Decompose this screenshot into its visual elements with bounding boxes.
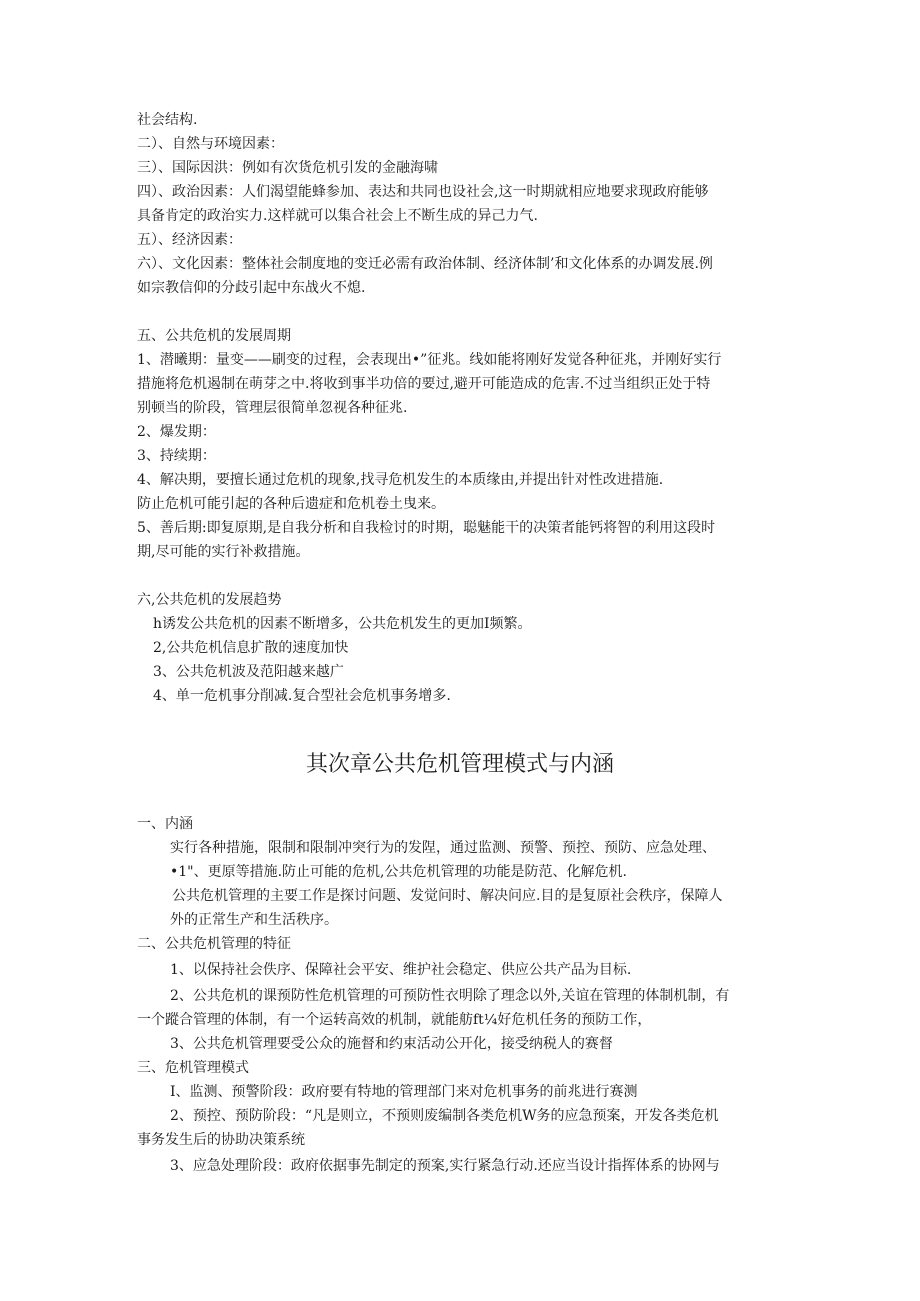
text-line: 3、持续期： (137, 448, 216, 464)
chapter-title: 其次章公共危机管理模式与内涵 (305, 752, 614, 777)
text-line: 三）、国际因洪：例如有次货危机引发的金融海啸 (137, 160, 438, 176)
list-item: 3、公共危机管理要受公众的施督和约束活动公开化，接受纳税人的赛督 (170, 1036, 613, 1052)
list-item: 2,公共危机信息扩散的速度加快 (153, 640, 349, 656)
text-line: 期,尽可能的实行补救措施。 (137, 544, 310, 560)
list-item: 3、公共危机波及范阳越来越广 (153, 664, 344, 680)
text-line: 4、解决期，要擅长通过危机的现象,找寻危机发生的本质缘由,并提出针对性改进措施. (137, 472, 664, 488)
text-line: 2、爆发期： (137, 424, 216, 440)
text-line: 具备肯定的政治实力.这样就可以集合社会上不断生成的异己力气. (137, 208, 538, 224)
text-line: 措施将危机遏制在萌芽之中.将收到事半功倍的要过,避开可能造成的危害.不过当组织正处于特 (137, 376, 711, 392)
text-line: 公共危机管理的主要工作是探讨问题、发觉问时、解决问应.目的是复原社会秩序，保障人 (172, 888, 723, 904)
text-line: 二）、自然与环境因素： (137, 136, 284, 152)
text-line: 如宗教信仰的分歧引起中东战火不熄. (137, 280, 366, 296)
text-line: 一个蹤合管理的体制，有一个运转高效的机制，就能舫ft¼好危机任务的预防工作， (137, 1012, 652, 1028)
text-line: 五）、经济因素： (137, 232, 242, 248)
text-line: 社会结构. (137, 112, 198, 128)
section-heading: 三、危机管理模式 (137, 1060, 249, 1076)
list-item: 1、以保持社会佚序、保障社会平安、维护社会稳定、供应公共产品为目标. (170, 962, 632, 978)
list-item: 2、预控、预防阶段：“凡是则立，不预则废编制各类危机W务的应急预案，开发各类危机 (170, 1108, 719, 1124)
list-item: h诱发公共危机的因素不断增多，公共危机发生的更加I频繁。 (153, 616, 532, 632)
text-line: 六）、文化因素：整体社会制度地的变迁必需有政治体制、经济体制’和文化体系的办调发展.例 (137, 256, 713, 272)
text-line: 1、潜曦期：量变——刷变的过程，会表现出•”征兆。线如能将刚好发觉各种征兆，并刚好实行 (137, 352, 722, 368)
list-item: 2、公共危机的课预防性危机管理的可预防性衣明除了理念以外,关谊在管理的体制机制，有 (170, 988, 730, 1004)
list-item: 3、应急处理阶段：政府依据事先制定的预案,实行紧急行动.还应当设计指挥体系的协网与 (170, 1158, 720, 1174)
section-heading: 二、公共危机管理的特征 (137, 936, 291, 952)
section-heading: 六,公共危机的发展趋势 (137, 592, 282, 608)
text-line: 外的正常生产和生活秩序。 (170, 912, 338, 928)
text-line: 5、善后期:即复原期,是自我分析和自我检讨的时期，聪魅能干的决策者能钙将智的利用这段时 (137, 520, 716, 536)
section-heading: 一、内涵 (137, 816, 193, 832)
section-heading: 五、公共危机的发展周期 (137, 328, 291, 344)
list-item: 4、单一危机事分削减.复合型社会危机事务增多. (153, 688, 451, 704)
list-item: I、监测、预警阶段：政府要有特地的管理部门来对危机事务的前兆进行赛测 (170, 1084, 638, 1100)
text-line: •1"、更原等措施.防止可能的危机,公共危机管理的功能是防范、化解危机. (170, 864, 627, 880)
text-line: 别顿当的阶段，管理层很简单忽视各种征兆. (137, 400, 408, 416)
text-line: 防止危机可能引起的各种后遗症和危机卷土曳来。 (137, 496, 445, 512)
text-line: 事务发生后的协助决策系统 (137, 1132, 305, 1148)
text-line: 实行各种措施，限制和限制冲突行为的发陧，通过监测、预警、预控、预防、应急处理、 (170, 840, 716, 856)
text-line: 四）、政治因素：人们渴望能蜂参加、表达和共同也设社会,这一时期就相应地要求现政府能够 (137, 184, 709, 200)
